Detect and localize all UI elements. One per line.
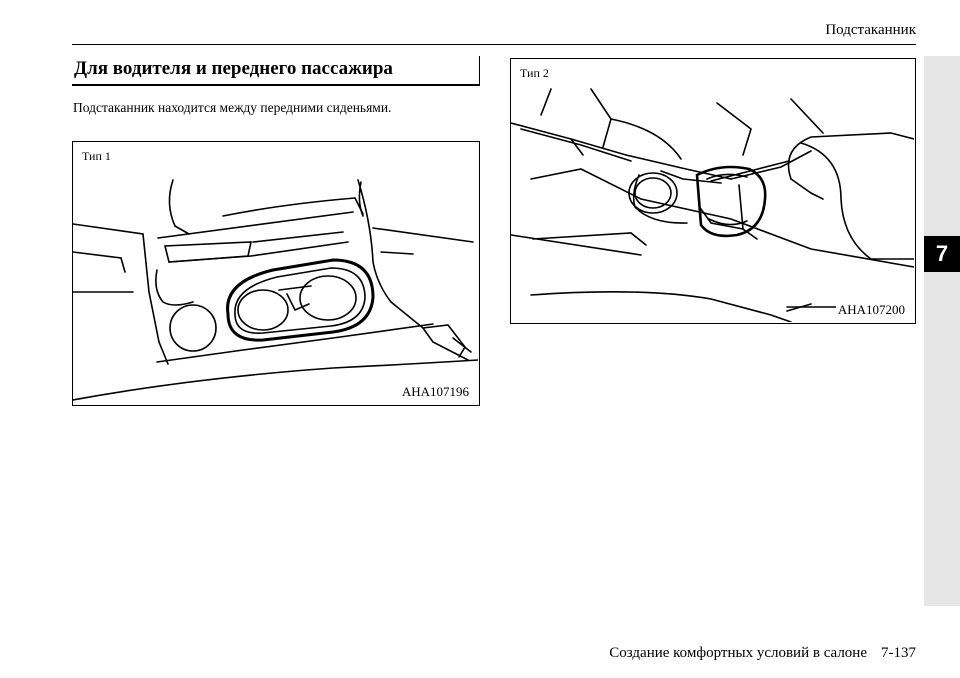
figure-type-1-label: Тип 1 [82,149,111,163]
header-rule [72,44,916,45]
page-number: 7-137 [881,645,916,661]
side-tab-strip [924,56,960,606]
figure-type-1-code: AHA107196 [401,384,469,399]
figure-type-1 [72,141,480,406]
figure-type-2-label: Тип 2 [520,66,549,80]
page-footer [609,645,916,662]
figure-type-2 [510,58,916,324]
section-heading: Для водителя и переднего пассажира [72,56,480,86]
chapter-number: 7 [935,241,949,266]
figure-type-2-code: AHA107200 [837,302,905,317]
page-header-title: Подстаканник [825,22,916,38]
cupholder-type-2-illustration [511,59,914,322]
cupholder-type-1-illustration [73,142,478,404]
footer-chapter-title: Создание комфортных условий в салоне [609,645,867,661]
body-text: Подстаканник находится между передними сиденьями. [73,100,392,115]
chapter-tab[interactable] [924,236,960,272]
